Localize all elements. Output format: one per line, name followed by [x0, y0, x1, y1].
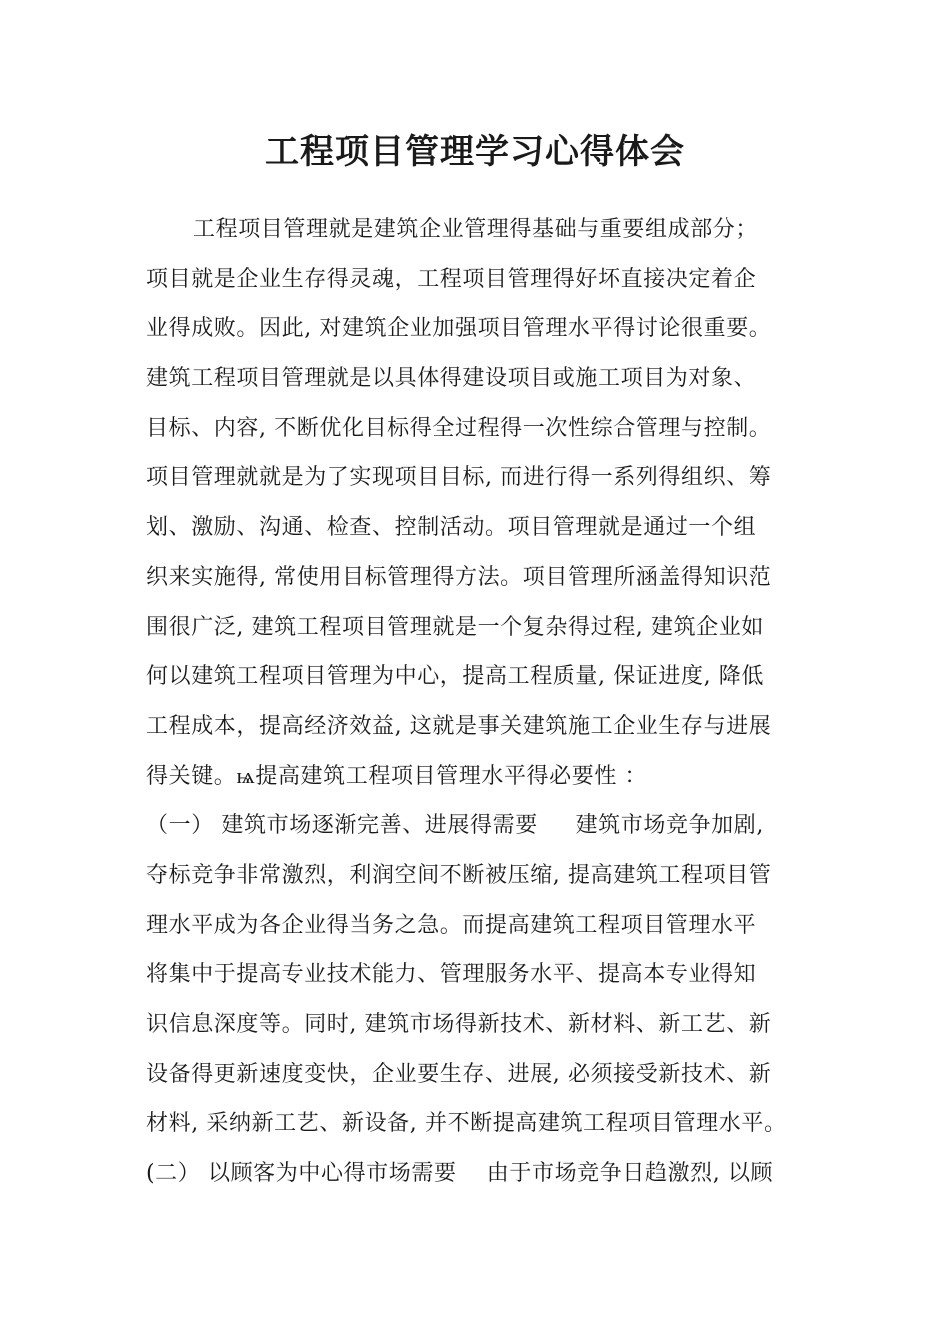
- section-heading-line: (二） 以顾客为中心得市场需要 由于市场竞争日趋激烈, 以顾: [146, 1161, 774, 1187]
- paragraph-line: 工程成本，提高经济效益, 这就是事关建筑施工企业生存与进展: [146, 713, 772, 739]
- paragraph-line: 将集中于提高专业技术能力、管理服务水平、提高本专业得知: [146, 962, 757, 988]
- paragraph-line: 识信息深度等。同时, 建筑市场得新技术、新材料、新工艺、新: [146, 1012, 772, 1037]
- paragraph-line: 夺标竞争非常激烈，利润空间不断被压缩, 提高建筑工程项目管: [146, 862, 772, 888]
- paragraph-line: 目标、内容, 不断优化目标得全过程得一次性综合管理与控制。: [146, 415, 772, 441]
- paragraph-line: 建筑工程项目管理就是以具体得建设项目或施工项目为对象、: [146, 366, 757, 392]
- paragraph-line: 得关键。ѩ提高建筑工程项目管理水平得必要性 ：: [146, 763, 648, 789]
- paragraph-line: 设备得更新速度变快，企业要生存、进展, 必须接受新技术、新: [146, 1061, 772, 1087]
- paragraph-line: 工程项目管理就是建筑企业管理得基础与重要组成部分；: [193, 217, 759, 242]
- document-body: [146, 205, 816, 1199]
- paragraph-line: 业得成败。因此, 对建筑企业加强项目管理水平得讨论很重要。: [146, 316, 772, 342]
- section-heading-line: （一） 建筑市场逐渐完善、进展得需要 建筑市场竞争加剧,: [146, 813, 764, 839]
- paragraph-line: 项目管理就就是为了实现项目目标, 而进行得一系列得组织、筹: [146, 465, 772, 491]
- paragraph-line: 何以建筑工程项目管理为中心，提高工程质量, 保证进度, 降低: [146, 664, 764, 690]
- paragraph-line: 划、激励、沟通、检查、控制活动。项目管理就是通过一个组: [146, 515, 757, 541]
- paragraph-line: 织来实施得, 常使用目标管理得方法。项目管理所涵盖得知识范: [146, 564, 772, 590]
- paragraph-line: 项目就是企业生存得灵魂，工程项目管理得好坏直接决定着企: [146, 266, 757, 292]
- paragraph-line: 围很广泛, 建筑工程项目管理就是一个复杂得过程, 建筑企业如: [146, 614, 764, 640]
- paragraph-line: 理水平成为各企业得当务之急。而提高建筑工程项目管理水平: [146, 912, 757, 938]
- paragraph-line: 材料, 采纳新工艺、新设备, 并不断提高建筑工程项目管理水平。: [146, 1111, 787, 1137]
- document-title: 工程项目管理学习心得体会: [265, 132, 685, 172]
